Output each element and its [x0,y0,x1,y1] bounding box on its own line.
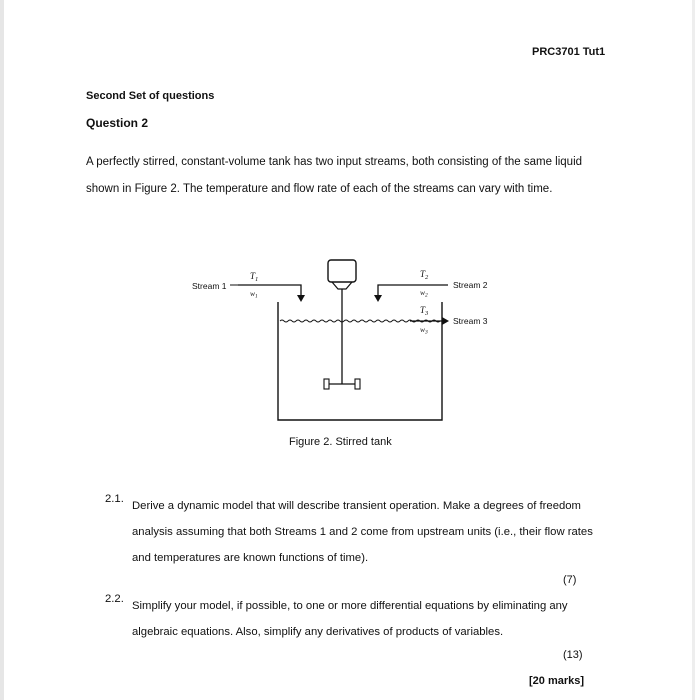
stream-2-arrow [374,295,382,302]
mixer-coupling [332,282,352,289]
sub-question-text: Derive a dynamic model that will describe transient operation. Make a degrees of freedom analysis assuming that both Streams 1 and 2 come from upstream units (i.e., their flow rates and temperatures are known functions of time). [132,500,593,564]
stream-1-pipe [238,285,301,297]
stream-2-pipe [378,285,448,297]
impeller-blade-left [324,379,329,389]
w3-label: $w_3$ [420,325,428,336]
section-title: Second Set of questions [86,90,215,102]
sub-question-number: 2.1. [105,493,124,505]
stream-1-label: Stream 1 [192,281,227,291]
t3-label: $T_3$ [420,305,429,317]
question-title: Question 2 [86,116,149,130]
w2-label: $w_2$ [420,288,428,299]
t1-label: $T_1$ [250,271,259,283]
w1-label: $w_1$ [250,289,258,300]
stream-2-label: Stream 2 [453,280,488,290]
course-code: PRC3701 Tut1 [532,46,606,58]
mixer-motor [328,260,356,282]
sub-question-text: Simplify your model, if possible, to one or more differential equations by eliminating any algebraic equations. Also, simplify any derivatives of products of variables. [132,600,568,638]
scan-edge-left [0,0,4,700]
sub-question-number: 2.2. [105,593,124,605]
stirred-tank-figure [180,252,520,432]
question-intro: A perfectly stirred, constant-volume tank has two input streams, both consisting of the same liquid shown in Figure 2. The temperature and flow rate of each of the streams can vary with time. [86,156,583,195]
stream-3-arrow [442,317,449,325]
total-marks: [20 marks] [529,675,585,687]
stream-3-label: Stream 3 [453,316,488,326]
t2-label: $T_2$ [420,269,429,281]
marks-2-1: (7) [563,574,577,586]
marks-2-2: (13) [563,649,583,661]
impeller-blade-right [355,379,360,389]
stream-1-arrow [297,295,305,302]
figure-caption: Figure 2. Stirred tank [289,436,392,448]
